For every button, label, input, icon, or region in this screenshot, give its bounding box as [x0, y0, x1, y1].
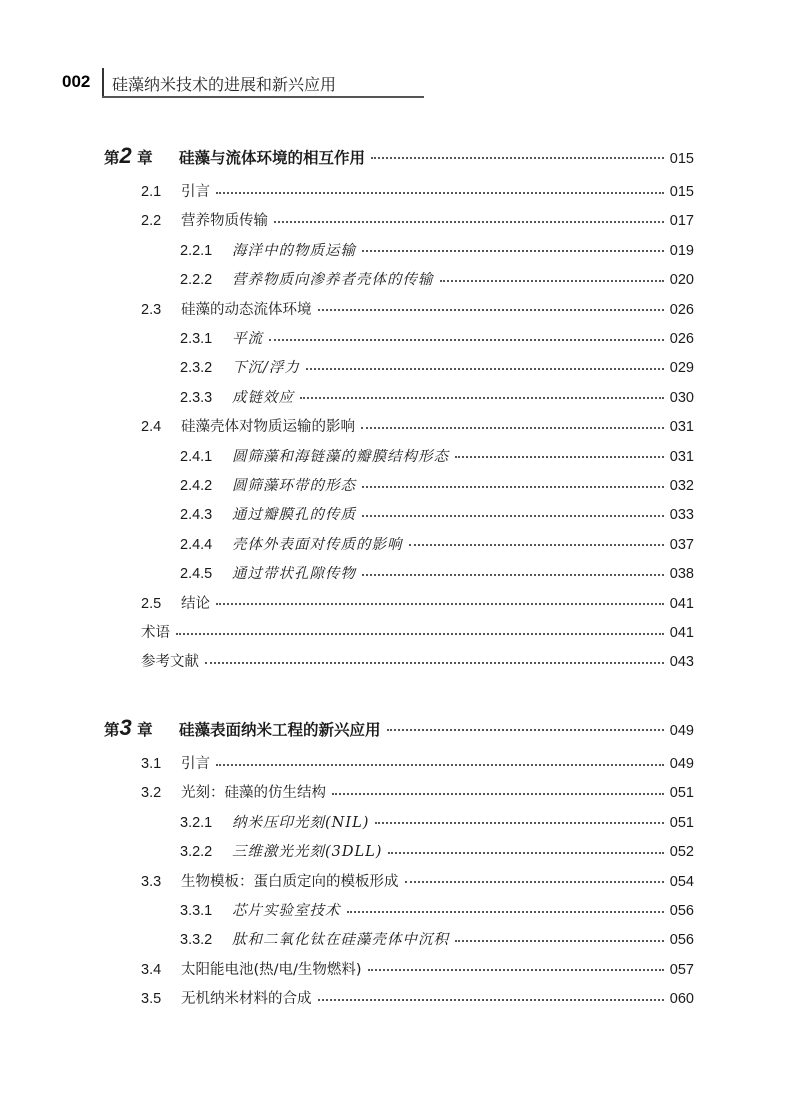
entry-number: 2.2.1	[180, 242, 213, 259]
section-entry	[141, 987, 694, 1008]
entry-title: 引言	[181, 184, 210, 200]
entry-page: 019	[669, 242, 694, 259]
entry-page: 031	[669, 448, 694, 465]
entry-number: 2.4	[141, 419, 162, 436]
entry-page: 031	[669, 419, 694, 436]
entry-title: 三维激光光刻(3DLL)	[232, 844, 383, 861]
section-entry	[141, 870, 694, 891]
leader-dots	[371, 157, 664, 159]
entry-page: 056	[669, 903, 694, 919]
entry-number: 2.3.2	[180, 360, 213, 377]
entry-title: 术语	[141, 625, 170, 641]
entry-page: 041	[669, 595, 694, 612]
entry-title: 无机纳米材料的合成	[181, 991, 312, 1008]
entry-number: 3.3.1	[180, 903, 213, 919]
entry-page: 029	[669, 360, 694, 377]
entry-number: 2.2	[141, 213, 162, 230]
entry-number: 2.3	[141, 301, 162, 318]
entry-page: 057	[669, 961, 694, 978]
leader-dots	[318, 999, 664, 1001]
chapter-page: 015	[669, 151, 694, 167]
chapter-prefix: 第	[104, 721, 120, 739]
entry-title: 引言	[181, 756, 210, 772]
entry-page: 037	[669, 536, 694, 553]
entry-page: 041	[669, 625, 694, 641]
entry-title: 圆筛藻环带的形态	[232, 478, 356, 494]
subsection-entry	[180, 268, 694, 289]
leader-dots	[318, 309, 664, 311]
subsection-entry	[180, 928, 694, 949]
section-entry	[141, 415, 694, 436]
entry-title: 硅藻的动态流体环境	[181, 301, 312, 318]
chapter-suffix: 章	[137, 721, 153, 739]
page-number: 002	[62, 72, 91, 91]
leader-dots	[269, 339, 664, 341]
leader-dots	[388, 852, 663, 854]
section-entry	[141, 298, 694, 319]
entry-page: 038	[669, 566, 694, 583]
chapter-digit: 2	[119, 143, 132, 168]
subsection-entry	[180, 840, 694, 861]
entry-page: 015	[669, 184, 694, 200]
leader-dots	[387, 729, 664, 731]
entry-title: 光刻：硅藻的仿生结构	[181, 785, 326, 802]
section-entry	[141, 752, 694, 773]
entry-page: 049	[669, 756, 694, 772]
leader-dots	[300, 397, 664, 399]
entry-number: 2.4.2	[180, 478, 213, 494]
entry-number: 3.2	[141, 785, 162, 802]
entry-number: 2.1	[141, 184, 162, 200]
entry-title: 通过带状孔隙传物	[232, 566, 356, 583]
leader-dots	[332, 793, 664, 795]
subsection-entry	[180, 811, 694, 832]
leader-dots	[216, 192, 664, 194]
subsection-entry	[180, 899, 694, 920]
entry-title: 硅藻壳体对物质运输的影响	[181, 419, 355, 436]
entry-page: 032	[669, 478, 694, 494]
entry-number: 2.4.5	[180, 566, 213, 583]
entry-number: 3.2.2	[180, 844, 213, 861]
entry-page: 017	[669, 213, 694, 230]
chapter-number	[104, 143, 179, 169]
entry-number: 3.3.2	[180, 932, 213, 949]
entry-number: 3.1	[141, 756, 162, 772]
entry-title: 圆筛藻和海链藻的瓣膜结构形态	[232, 448, 449, 465]
section-entry	[141, 781, 694, 802]
subsection-entry	[180, 386, 694, 407]
entry-page: 020	[669, 272, 694, 289]
entry-number: 2.2.2	[180, 272, 213, 289]
entry-page: 033	[669, 507, 694, 524]
leader-dots	[362, 486, 664, 488]
subsection-entry	[180, 239, 694, 260]
entry-title: 太阳能电池(热/电/生物燃料)	[181, 961, 362, 978]
section-entry	[141, 180, 694, 201]
entry-page: 060	[669, 991, 694, 1008]
entry-page: 043	[669, 654, 694, 671]
leader-dots	[274, 221, 664, 223]
entry-number: 2.3.3	[180, 389, 213, 406]
chapter-digit: 3	[119, 715, 132, 740]
entry-page: 052	[669, 844, 694, 861]
chapter-title: 硅藻与流体环境的相互作用	[179, 149, 366, 167]
leader-dots	[361, 427, 664, 429]
subsection-entry	[180, 445, 694, 466]
entry-number: 2.4.1	[180, 448, 213, 465]
chapter-heading	[104, 143, 694, 169]
entry-page: 054	[669, 873, 694, 890]
leader-dots	[362, 250, 664, 252]
subsection-entry	[180, 474, 694, 495]
backmatter-entry	[141, 650, 694, 671]
leader-dots	[306, 368, 664, 370]
leader-dots	[440, 280, 664, 282]
subsection-entry	[180, 356, 694, 377]
entry-number: 2.4.4	[180, 536, 213, 553]
entry-number: 3.2.1	[180, 814, 213, 831]
chapter-heading	[104, 715, 694, 741]
entry-title: 生物模板：蛋白质定向的模板形成	[181, 873, 399, 890]
entry-number: 2.5	[141, 595, 162, 612]
leader-dots	[205, 662, 664, 664]
chapter-title: 硅藻表面纳米工程的新兴应用	[179, 721, 381, 739]
entry-title: 芯片实验室技术	[232, 903, 341, 919]
leader-dots	[368, 969, 664, 971]
entry-number: 2.4.3	[180, 507, 213, 524]
entry-page: 026	[669, 301, 694, 318]
entry-number: 3.5	[141, 991, 162, 1008]
chapter-number	[104, 715, 179, 741]
leader-dots	[216, 603, 664, 605]
leader-dots	[176, 633, 664, 635]
entry-title: 海洋中的物质运输	[232, 242, 356, 259]
entry-number: 3.3	[141, 873, 162, 890]
entry-page: 051	[669, 814, 694, 831]
entry-title: 肽和二氧化钛在硅藻壳体中沉积	[232, 932, 449, 949]
header-underline	[102, 96, 424, 98]
leader-dots	[362, 574, 664, 576]
entry-title: 成链效应	[232, 389, 294, 406]
entry-title: 营养物质传输	[181, 213, 268, 230]
entry-number: 2.3.1	[180, 331, 213, 347]
entry-number: 3.4	[141, 961, 162, 978]
entry-title: 营养物质向渗养者壳体的传输	[232, 272, 434, 289]
leader-dots	[347, 911, 664, 913]
section-entry	[141, 209, 694, 230]
entry-title: 参考文献	[141, 654, 199, 671]
leader-dots	[455, 940, 664, 942]
entry-page: 051	[669, 785, 694, 802]
entry-title: 结论	[181, 595, 210, 612]
chapter-suffix: 章	[137, 149, 153, 167]
leader-dots	[409, 544, 664, 546]
subsection-entry	[180, 562, 694, 583]
chapter-prefix: 第	[104, 149, 120, 167]
subsection-entry	[180, 327, 694, 348]
subsection-entry	[180, 503, 694, 524]
entry-page: 026	[669, 331, 694, 347]
leader-dots	[362, 515, 664, 517]
section-entry	[141, 958, 694, 979]
leader-dots	[455, 456, 664, 458]
leader-dots	[405, 881, 664, 883]
backmatter-entry	[141, 621, 694, 642]
entry-title: 平流	[232, 331, 263, 347]
section-entry	[141, 592, 694, 613]
entry-page: 056	[669, 932, 694, 949]
book-title: 硅藻纳米技术的进展和新兴应用	[112, 75, 337, 94]
subsection-entry	[180, 533, 694, 554]
chapter-page: 049	[669, 723, 694, 739]
entry-title: 通过瓣膜孔的传质	[232, 507, 356, 524]
entry-title: 壳体外表面对传质的影响	[232, 536, 403, 553]
header-vertical-rule	[102, 68, 104, 98]
entry-title: 下沉/浮力	[232, 360, 300, 377]
entry-title: 纳米压印光刻(NIL)	[232, 814, 370, 831]
leader-dots	[216, 764, 664, 766]
entry-page: 030	[669, 389, 694, 406]
leader-dots	[375, 822, 663, 824]
